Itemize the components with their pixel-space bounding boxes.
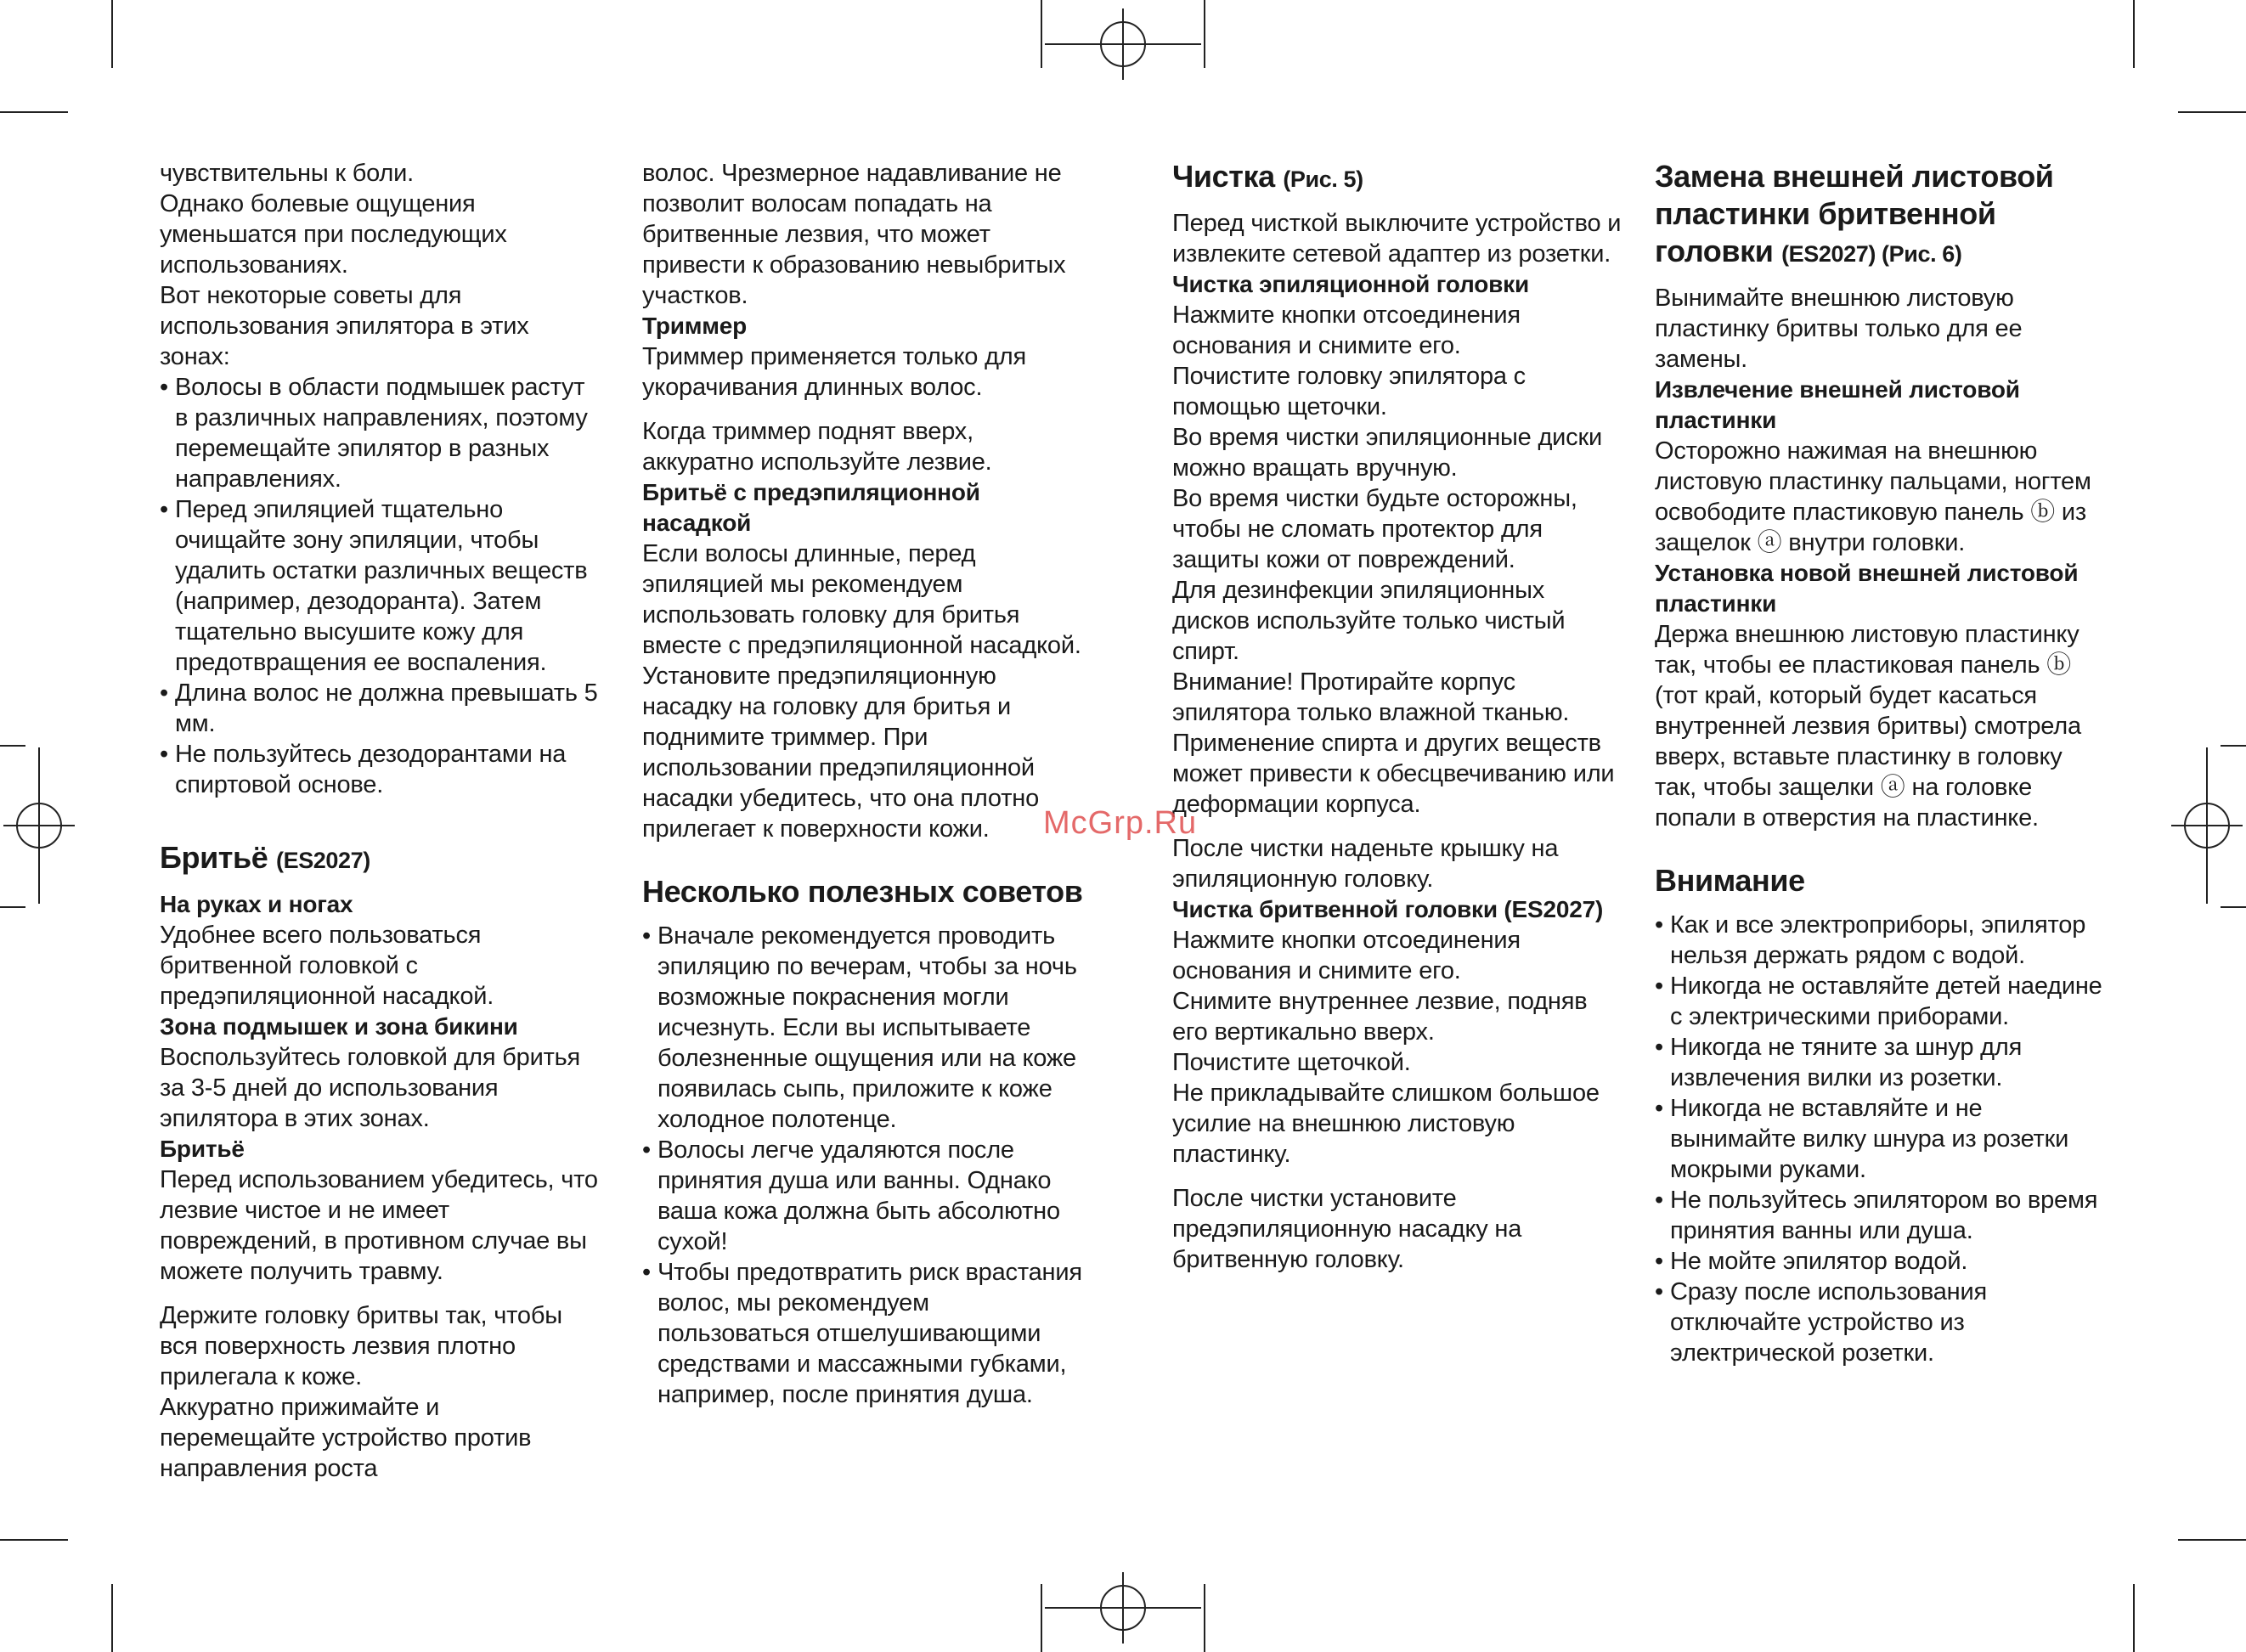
shave-text-3: Аккуратно прижимайте и перемещайте устройство против направления роста bbox=[160, 1394, 532, 1482]
epil-cleaning-line: Почистите головку эпилятора с помощью щеточки. bbox=[1172, 363, 1526, 420]
tips-heading: Несколько полезных советов bbox=[642, 874, 1083, 909]
foil-replace-model: (ES2027) (Рис. 6) bbox=[1781, 241, 1962, 267]
list-item: • Длина волос не должна превышать 5 мм. bbox=[160, 678, 601, 739]
foil-remove-heading: Извлечение внешней листовой пластинки bbox=[1655, 376, 2020, 433]
column-2 bbox=[642, 158, 1084, 1410]
list-item: • Никогда не тяните за шнур для извлечения вилки из розетки. bbox=[1655, 1032, 2105, 1093]
intro-line-3: Вот некоторые советы для использования эпилятора в этих зонах: bbox=[160, 282, 529, 370]
list-item: • Волосы легче удаляются после принятия душа или ванны. Однако ваша кожа должна быть абсолютно сухой! bbox=[642, 1135, 1084, 1257]
shaving-title: Бритьё bbox=[160, 840, 268, 875]
list-item: • Сразу после использования отключайте устройство из электрической розетки. bbox=[1655, 1277, 2105, 1368]
pre-epil-heading: Бритьё с предэпиляционной насадкой bbox=[642, 479, 980, 536]
arms-legs-heading: На руках и ногах bbox=[160, 891, 353, 917]
watermark: McGrp.Ru bbox=[1043, 805, 1198, 841]
cleaning-figure-ref: (Рис. 5) bbox=[1283, 166, 1363, 192]
foil-replace-text: Вынимайте внешнюю листовую пластинку бритвы только для ее замены. bbox=[1655, 285, 2023, 373]
underarm-heading: Зона подмышек и зона бикини bbox=[160, 1013, 518, 1040]
epil-after-cleaning-text: После чистки наденьте крышку на эпиляционную головку. bbox=[1172, 835, 1559, 893]
shaver-cleaning-line: Снимите внутреннее лезвие, подняв его вертикально вверх. bbox=[1172, 988, 1588, 1046]
cleaning-heading bbox=[1172, 158, 1622, 198]
trimmer-text-2: Когда триммер поднят вверх, аккуратно используйте лезвие. bbox=[642, 418, 992, 476]
list-item: • Не пользуйтесь дезодорантами на спиртовой основе. bbox=[160, 739, 601, 800]
foil-replace-title: Замена внешней листовой пластинки бритвенной головки bbox=[1655, 159, 2054, 268]
shaving-heading bbox=[160, 839, 601, 879]
list-item: • Чтобы предотвратить риск врастания волос, мы рекомендуем пользоваться отшелушивающими средствами и массажными губками, например, после принятия душа. bbox=[642, 1257, 1084, 1410]
shave-text-2: Держите головку бритвы так, чтобы вся поверхность лезвия плотно прилегала к коже. bbox=[160, 1302, 562, 1390]
arms-legs-text: Удобнее всего пользоваться бритвенной головкой с предэпиляционной насадкой. bbox=[160, 922, 494, 1010]
pre-epil-text: Если волосы длинные, перед эпиляцией мы рекомендуем использовать головку для бритья вместе с предэпиляционной насадкой. Установите предэпиляционную насадку на головку для бритья и поднимите триммер. При использовании предэпиляционной насадки убедитесь, что она плотно прилегает к поверхности кожи. bbox=[642, 540, 1081, 843]
tips-list bbox=[642, 921, 1084, 1410]
epil-cleaning-line: Нажмите кнопки отсоединения основания и снимите его. bbox=[1172, 302, 1521, 359]
shaver-cleaning-line: Нажмите кнопки отсоединения основания и снимите его. bbox=[1172, 927, 1521, 984]
foil-remove-text: Осторожно нажимая на внешнюю листовую пластинку пальцами, ногтем освободите пластиковую панель ⓑ из защелок ⓐ внутри головки. bbox=[1655, 437, 2091, 556]
epil-cleaning-line: Во время чистки будьте осторожны, чтобы не сломать протектор для защиты кожи от повреждений. bbox=[1172, 485, 1577, 573]
intro-line-1: чувствительны к боли. bbox=[160, 160, 414, 187]
shave-continued-text: волос. Чрезмерное надавливание не позволит волосам попадать на бритвенные лезвия, что может привести к образованию невыбритых участков. bbox=[642, 160, 1066, 309]
epil-head-cleaning-heading: Чистка эпиляционной головки bbox=[1172, 271, 1529, 297]
trimmer-heading: Триммер bbox=[642, 313, 748, 339]
list-item: • Никогда не вставляйте и не вынимайте вилку шнура из розетки мокрыми руками. bbox=[1655, 1093, 2105, 1185]
list-item: • Волосы в области подмышек растут в различных направлениях, поэтому перемещайте эпилятор в разных направлениях. bbox=[160, 372, 601, 494]
foil-install-text: Держа внешнюю листовую пластинку так, чтобы ее пластиковая панель ⓑ (тот край, который будет касаться внутренней лезвия бритвы) смотрела вверх, вставьте пластинку в головку так, чтобы защелки ⓐ на головке попали в отверстия на пластинке. bbox=[1655, 621, 2081, 832]
shaver-cleaning-line: Не прикладывайте слишком большое усилие на внешнюю листовую пластинку. bbox=[1172, 1080, 1600, 1168]
cleaning-text: Перед чисткой выключите устройство и извлеките сетевой адаптер из розетки. bbox=[1172, 210, 1622, 268]
list-item: • Не мойте эпилятор водой. bbox=[1655, 1246, 2105, 1277]
shaving-model: (ES2027) bbox=[276, 848, 370, 873]
list-item: • Перед эпиляцией тщательно очищайте зону эпиляции, чтобы удалить остатки различных веществ (например, дезодоранта). Затем тщательно высушите кожу для предотвращения ее воспаления. bbox=[160, 494, 601, 678]
epil-cleaning-line: Во время чистки эпиляционные диски можно вращать вручную. bbox=[1172, 424, 1602, 482]
intro-line-2: Однако болевые ощущения уменьшатся при последующих использованиях. bbox=[160, 190, 507, 279]
list-item: • Как и все электроприборы, эпилятор нельзя держать рядом с водой. bbox=[1655, 910, 2105, 971]
list-item: • Не пользуйтесь эпилятором во время принятия ванны или душа. bbox=[1655, 1185, 2105, 1246]
list-item: • Вначале рекомендуется проводить эпиляцию по вечерам, чтобы за ночь возможные покраснения могли исчезнуть. Если вы испытываете болезненные ощущения или на коже появилась сыпь, приложите к коже холодное полотенце. bbox=[642, 921, 1084, 1135]
cleaning-title: Чистка bbox=[1172, 159, 1275, 194]
underarm-tips-list bbox=[160, 372, 601, 800]
shave-heading: Бритьё bbox=[160, 1136, 245, 1162]
column-3 bbox=[1172, 158, 1622, 1275]
column-4 bbox=[1655, 158, 2105, 1368]
shaver-cleaning-line: Почистите щеточкой. bbox=[1172, 1049, 1411, 1076]
shaver-after-cleaning-text: После чистки установите предэпиляционную насадку на бритвенную головку. bbox=[1172, 1185, 1522, 1273]
warning-heading: Внимание bbox=[1655, 863, 1805, 898]
list-item: • Никогда не оставляйте детей наедине с электрическими приборами. bbox=[1655, 971, 2105, 1032]
warning-list bbox=[1655, 910, 2105, 1368]
shaver-head-cleaning-heading: Чистка бритвенной головки (ES2027) bbox=[1172, 896, 1604, 922]
column-1 bbox=[160, 158, 601, 1484]
epil-cleaning-line: Внимание! Протирайте корпус эпилятора только влажной тканью. Применение спирта и других веществ может привести к обесцвечиванию или деформации корпуса. bbox=[1172, 668, 1615, 818]
foil-install-heading: Установка новой внешней листовой пластинки bbox=[1655, 560, 2079, 617]
foil-replace-heading bbox=[1655, 158, 2105, 273]
epil-cleaning-line: Для дезинфекции эпиляционных дисков используйте только чистый спирт. bbox=[1172, 577, 1566, 665]
trimmer-text-1: Триммер применяется только для укорачивания длинных волос. bbox=[642, 343, 1027, 401]
underarm-text: Воспользуйтесь головкой для бритья за 3-5 дней до использования эпилятора в этих зонах. bbox=[160, 1044, 581, 1132]
shave-text-1: Перед использованием убедитесь, что лезвие чистое и не имеет повреждений, в противном случае вы можете получить травму. bbox=[160, 1166, 598, 1285]
